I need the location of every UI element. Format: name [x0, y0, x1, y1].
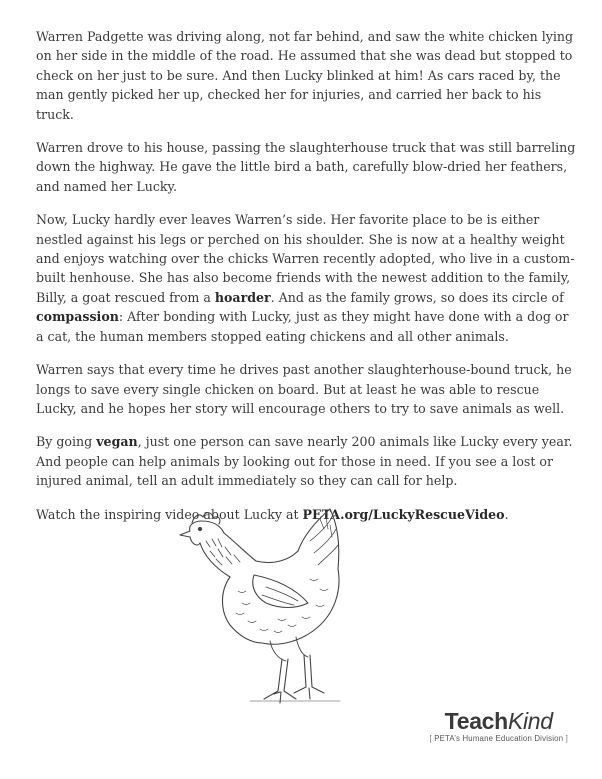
bracket-open: [	[429, 734, 432, 743]
paragraph-home: Warren drove to his house, passing the slaughterhouse truck that was still barreling down the highway. He gave the little bird a bath, carefully blow-dried her feathers, and named her Lucky.	[36, 140, 576, 194]
logo-wordmark	[429, 708, 568, 734]
paragraph-family	[36, 210, 576, 346]
paragraph-hope: Warren says that every time he drives past another slaughterhouse-bound truck, he longs to save every single chicken on board. But at least he was able to rescue Lucky, and he hopes her story will encourage others to try to save animals as well.	[36, 362, 572, 416]
term-compassion: compassion	[36, 309, 119, 325]
text-run: Now, Lucky hardly ever leaves Warren’s side. Her favorite place to be is either nestled against his legs or perched on his shoulder. She is now at a healthy weight and enjoys watching over the chicks Warren recently adopted, who live in a custom-built henhouse. She has also become friends with the newest addition to the family, Billy, a goat rescued from a	[36, 212, 575, 305]
logo-subtitle-text: PETA’s Humane Education Division	[434, 734, 564, 743]
story-text	[36, 27, 576, 538]
logo-subtitle	[429, 734, 568, 744]
text-run: : After bonding with Lucky, just as they might have done with a dog or a cat, the human members stopped eating chickens and all other animals.	[36, 309, 569, 344]
chicken-illustration	[170, 495, 370, 715]
text-run: Watch the inspiring video about Lucky at	[36, 506, 303, 522]
text-run: , just one person can save nearly 200 animals like Lucky every year. And people can help animals by looking out for those in need. If you see a lost or injured animal, tell an adult immediately so they can call for help.	[36, 434, 573, 489]
paragraph-vegan	[36, 432, 576, 490]
term-vegan: vegan	[96, 434, 138, 450]
video-link[interactable]: PETA.org/LuckyRescueVideo	[302, 506, 505, 522]
paragraph-rescue: Warren Padgette was driving along, not far behind, and saw the white chicken lying on her side in the middle of the road. He assumed that she was dead but stopped to check on her just to be sure. And then Lucky blinked at him! As cars raced by, the man gently picked her up, checked her for injuries, and carried her back to his truck.	[36, 29, 574, 122]
logo-teach: Teach	[444, 708, 508, 734]
text-run: .	[504, 506, 509, 522]
text-run: . And as the family grows, so does its circle of	[270, 289, 564, 305]
text-run: By going	[36, 434, 97, 450]
term-hoarder: hoarder	[214, 289, 271, 305]
teachkind-logo	[429, 708, 568, 744]
bracket-close: ]	[565, 734, 568, 743]
logo-kind: Kind	[507, 708, 553, 734]
